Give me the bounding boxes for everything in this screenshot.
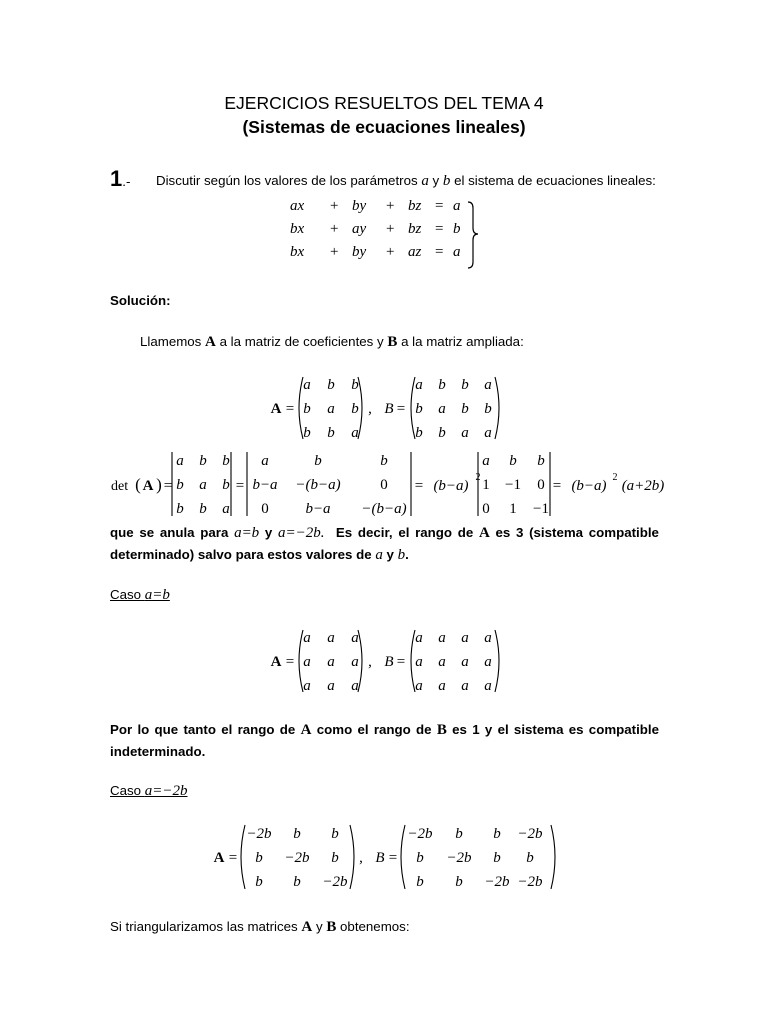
param-a: a [421,173,429,189]
case1-b-cell: a [484,630,492,646]
equals-sign: = [552,478,562,494]
left-paren-icon [241,825,245,889]
p1-text-a: que se anula para [110,525,229,540]
p1-cond-1: a=b [234,525,260,541]
case1-b-label: B [384,654,394,670]
case2-b-cell: b [455,874,463,890]
right-paren-icon [551,825,555,889]
case1-b-cell: a [484,678,492,694]
det-m3-cell: 1 [482,477,490,493]
det-m3-cell: −1 [533,501,549,517]
det-factor: (b−a) [433,478,469,494]
matrix-a-cell: b [303,425,311,441]
case2-a-cell: b [331,826,339,842]
p2-matrix-a: A [300,722,312,738]
matrix-b-cell: b [438,425,446,441]
system-token: a [453,198,461,214]
paragraph-case-1-result [110,719,659,763]
det-m3-cell: b [537,453,545,469]
case2-a-label: A [213,850,225,866]
det-m2-cell: b−a [252,477,278,493]
exercise-number: 1 [110,166,123,191]
matrix-b-cell: a [415,377,423,393]
intro-matrix-a: A [205,334,216,350]
case2-a-cell: −2b [284,850,310,866]
case1-a-cell: a [327,678,335,694]
case2-b-cell: b [416,850,424,866]
matrix-a-cell: a [327,401,335,417]
case1-b-cell: a [415,654,423,670]
system-token: bz [408,198,422,214]
p2-text-a: Por lo que tanto el rango de [110,722,296,737]
case1-a-cell: a [351,630,359,646]
system-token: a [453,244,461,260]
case1-a-cell: a [327,630,335,646]
case1-a-cell: a [303,630,311,646]
case-2-label: Caso [110,783,142,798]
equals-sign: = [388,850,398,866]
det-m3-cell: 0 [482,501,490,517]
case2-b-cell: b [416,874,424,890]
matrix-a-label: A [270,401,282,417]
case1-b-cell: a [415,678,423,694]
matrix-b-cell: b [415,401,423,417]
system-token: bx [290,221,305,237]
det-m1-cell: b [199,501,207,517]
case1-b-cell: a [415,630,423,646]
case2-b-cell: b [455,826,463,842]
paragraph-rank-discussion: que se anula para a=b y a=−2b. Es decir, el rango de A es 3 (sistema compatible determinado) salvo para estos valores de a y b. [110,525,659,563]
case2-b-cell: b [493,850,501,866]
case1-b-cell: a [484,654,492,670]
det-m1-cell: a [176,453,184,469]
det-matrix-a-label: A [142,478,154,494]
det-m3-cell: a [482,453,490,469]
det-m1-cell: b [176,501,184,517]
det-m2-cell: a [261,453,269,469]
case2-b-label: B [375,850,385,866]
det-m1-cell: b [222,453,230,469]
intro-text-3: a la matriz ampliada: [401,334,524,349]
system-token: by [352,244,367,260]
matrix-b-cell: b [415,425,423,441]
case2-a-cell: −2b [322,874,348,890]
p2-text-c: es 1 y el sistema es compatible indeterminado. [110,722,659,759]
case1-a-cell: a [303,654,311,670]
case1-a-cell: a [303,678,311,694]
case2-b-cell: −2b [517,826,543,842]
det-m1-cell: b [199,453,207,469]
case1-b-cell: a [461,654,469,670]
matrix-a-cell: b [327,377,335,393]
solution-label: Solución: [110,293,171,308]
case2-a-cell: b [255,874,263,890]
title-line-2: (Sistemas de ecuaciones lineales) [242,117,526,137]
det-m2-cell: 0 [380,477,388,493]
det-m1-cell: a [222,501,230,517]
system-token: = [435,198,444,214]
case1-a-cell: a [351,678,359,694]
case1-a-label: A [270,654,282,670]
det-m1-cell: b [222,477,230,493]
case2-b-cell: −2b [484,874,510,890]
case-1-condition: a=b [144,587,170,603]
matrix-a-cell: b [327,425,335,441]
matrix-b-cell: b [484,401,492,417]
system-token: + [386,198,395,214]
right-paren-icon [350,825,354,889]
paragraph-triangularize [110,917,410,937]
system-token: + [386,244,395,260]
case2-b-cell: b [493,826,501,842]
case2-a-cell: b [255,850,263,866]
det-m2-cell: −(b−a) [361,501,407,517]
equals-sign: = [396,654,406,670]
case1-a-cell: a [327,654,335,670]
matrix-b-cell: a [484,425,492,441]
det-m1-cell: a [199,477,207,493]
case1-b-cell: a [438,654,446,670]
case-1-label: Caso [110,587,142,602]
matrix-b-label: B [384,401,394,417]
det-m3-cell: 1 [509,501,517,517]
matrix-b-cell: a [461,425,469,441]
intro-text-1: Llamemos [140,334,202,349]
case2-b-cell: −2b [446,850,472,866]
system-token: az [408,244,422,260]
det-m2-cell: b [380,453,388,469]
system-token: ay [352,221,367,237]
case2-a-cell: b [293,826,301,842]
p2-text-b: como el rango de [316,722,432,737]
det-result-term: (a+2b) [621,478,665,494]
comma: , [368,401,372,417]
p3-matrix-b: B [326,919,337,935]
p3-y: y [315,919,323,934]
matrix-a-cell: b [351,377,359,393]
intro-text-2: a la matriz de coeficientes y [219,334,384,349]
comma: , [359,850,363,866]
case-2-heading [110,781,188,801]
case2-b-cell: b [526,850,534,866]
p1-param-b: b [397,547,406,563]
equals-sign: = [396,401,406,417]
system-token: by [352,198,367,214]
system-token: = [435,221,444,237]
matrix-b-cell: a [438,401,446,417]
system-token: b [453,221,461,237]
p2-matrix-b: B [436,722,447,738]
prompt-text-2: el sistema de ecuaciones lineales: [454,173,656,188]
case-1-heading [110,585,170,605]
matrix-b-cell: b [461,377,469,393]
case1-b-cell: a [438,630,446,646]
equals-sign: = [228,850,238,866]
det-result-exponent: 2 [612,472,618,483]
equals-sign: = [414,478,424,494]
right-paren-icon [495,377,499,439]
case2-a-cell: b [293,874,301,890]
p1-cond-2: a=−2b. [278,525,325,541]
prompt-text-1: Discutir según los valores de los parámetros [156,173,418,188]
system-token: + [330,244,339,260]
system-token: + [330,221,339,237]
p3-text-a: Si triangularizamos las matrices [110,919,298,934]
p1-text-b: Es decir, el rango de [335,525,474,540]
case2-b-cell: −2b [517,874,543,890]
left-paren-icon [401,825,405,889]
right-paren-icon [495,630,499,692]
matrix-a-cell: a [351,425,359,441]
case1-b-cell: a [438,678,446,694]
p1-param-a: a [375,547,383,563]
det-m2-cell: 0 [261,501,269,517]
paren: ( [135,475,141,494]
p1-y: y [264,525,273,540]
title-line-1: EJERCICIOS RESUELTOS DEL TEMA 4 [224,93,544,113]
prompt-y: y [432,173,440,188]
det-m2-cell: b [314,453,322,469]
system-token: ax [290,198,305,214]
paren: ) [156,475,162,494]
system-token: bx [290,244,305,260]
det-m1-cell: b [176,477,184,493]
p1-text-c: es 3 (sistema compatible determinado) salvo para estos valores de [110,525,659,562]
case-2-condition: a=−2b [144,783,188,799]
det-m3-cell: −1 [505,477,521,493]
p3-text-b: obtenemos: [340,919,410,934]
system-token: + [330,198,339,214]
det-label: det [111,479,129,494]
det-m2-cell: −(b−a) [295,477,341,493]
det-result-factor: (b−a) [571,478,607,494]
case1-b-cell: a [461,630,469,646]
case2-a-cell: b [331,850,339,866]
p1-matrix-a: A [478,525,490,541]
param-b: b [442,173,451,189]
equals-sign: = [163,478,173,494]
p3-matrix-a: A [301,919,313,935]
system-token: + [386,221,395,237]
det-m3-cell: b [509,453,517,469]
det-exponent: 2 [475,472,481,483]
matrix-b-cell: b [461,401,469,417]
system-token: = [435,244,444,260]
det-m3-cell: 0 [537,477,545,493]
p1-end: . [405,547,409,562]
system-token: bz [408,221,422,237]
matrix-a-cell: a [303,377,311,393]
matrix-b-cell: b [438,377,446,393]
matrix-a-cell: b [351,401,359,417]
case1-b-cell: a [461,678,469,694]
exercise-number-suffix: .- [122,174,131,189]
equals-sign: = [285,401,295,417]
case2-b-cell: −2b [407,826,433,842]
equals-sign: = [285,654,295,670]
comma: , [368,654,372,670]
case2-a-cell: −2b [246,826,272,842]
det-m2-cell: b−a [305,501,331,517]
matrix-a-cell: b [303,401,311,417]
intro-matrix-b: B [387,334,398,350]
equals-sign: = [235,478,245,494]
case1-a-cell: a [351,654,359,670]
matrix-b-cell: a [484,377,492,393]
